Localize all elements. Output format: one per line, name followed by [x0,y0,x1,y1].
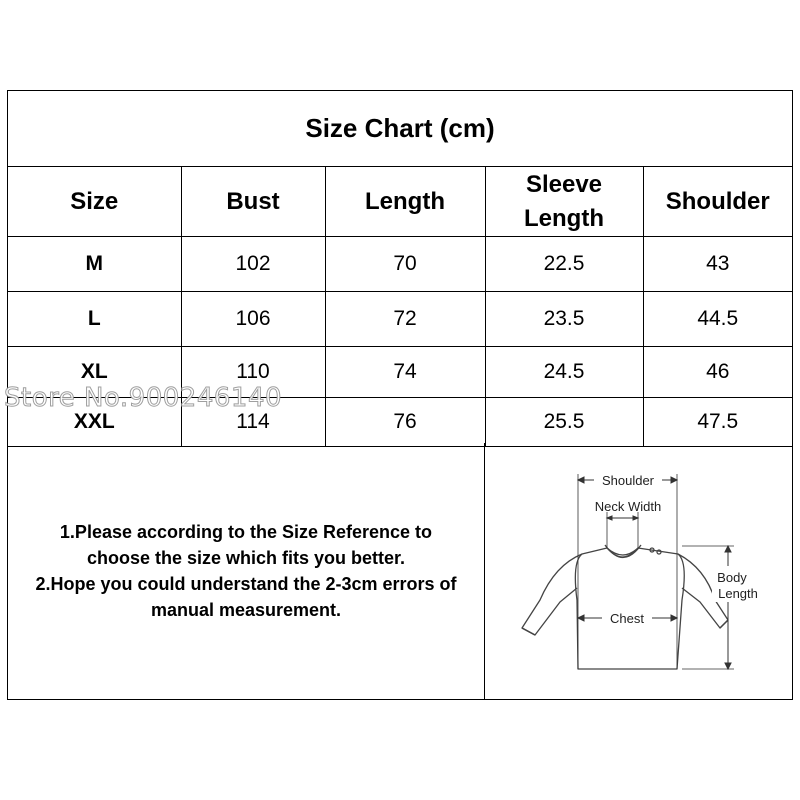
notes-text [35,519,456,623]
body-length-label-line1: Body [717,570,747,585]
cell-shoulder: 46 [643,347,792,398]
cell-sleeve: 23.5 [485,292,643,347]
table-row [8,292,792,347]
header-shoulder: Shoulder [643,167,792,237]
header-bust: Bust [181,167,325,237]
cell-sleeve: 25.5 [485,398,643,447]
shirt-outline-icon [522,545,728,669]
cell-length: 76 [325,398,485,447]
cell-bust: 110 [181,347,325,398]
cell-bust: 114 [181,398,325,447]
cell-sleeve: 22.5 [485,237,643,292]
notes-panel [8,443,484,699]
body-length-label-line2: Length [718,586,758,601]
shirt-measurement-diagram [510,470,770,680]
cell-bust: 106 [181,292,325,347]
neck-width-label: Neck Width [594,499,662,514]
table-row [8,237,792,292]
cell-size: M [8,237,181,292]
cell-length: 72 [325,292,485,347]
cell-length: 70 [325,237,485,292]
cell-sleeve: 24.5 [485,347,643,398]
shoulder-label: Shoulder [601,473,655,488]
cell-size: XL [8,347,181,398]
header-length: Length [325,167,485,237]
header-sleeve-line2: Length [524,204,604,232]
cell-shoulder: 44.5 [643,292,792,347]
notes-divider [484,443,485,699]
note-line: 2.Hope you could understand the 2-3cm errors of [35,574,457,594]
cell-shoulder: 47.5 [643,398,792,447]
chest-label: Chest [610,611,644,626]
note-line: 1.Please according to the Size Reference to [59,522,433,542]
header-sleeve-length [485,167,643,237]
cell-length: 74 [325,347,485,398]
cell-size: XXL [8,398,181,447]
cell-shoulder: 43 [643,237,792,292]
header-size: Size [8,167,181,237]
header-row [8,167,792,237]
cell-bust: 102 [181,237,325,292]
cell-size: L [8,292,181,347]
header-sleeve-line1: Sleeve [525,170,603,198]
note-line: manual measurement. [150,600,342,620]
note-line: choose the size which fits you better. [86,548,406,568]
chart-title: Size Chart (cm) [8,91,792,167]
store-watermark: Store No.900246140 [4,383,283,413]
